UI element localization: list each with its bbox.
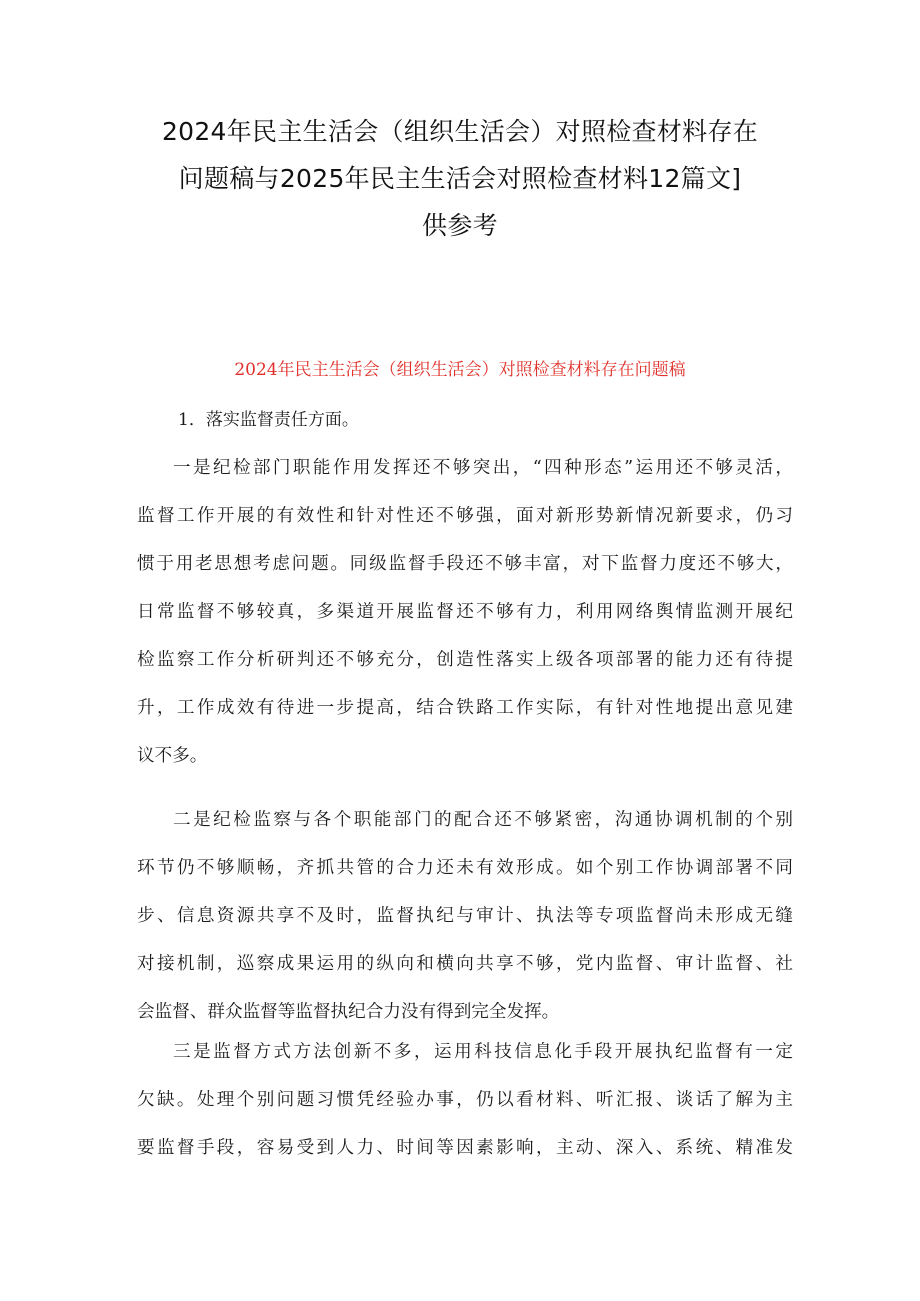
paragraph-line: 会监督、群众监督等监督执纪合力没有得到完全发挥。 xyxy=(137,1002,560,1022)
title-line-2: 问题稿与2025年民主生活会对照检查材料12篇文] xyxy=(178,164,742,193)
paragraph-line: 检监察工作分析研判还不够充分，创造性落实上级各项部署的能力还有待提 xyxy=(137,650,793,670)
section-heading: 2024年民主生活会（组织生活会）对照检查材料存在问题稿 xyxy=(234,360,686,380)
paragraph-line: 议不多。 xyxy=(137,746,208,766)
paragraph-line: 三是监督方式方法创新不多，运用科技信息化手段开展执纪监督有一定 xyxy=(173,1042,793,1062)
title-line-3: 供参考 xyxy=(422,211,498,240)
paragraph-line: 惯于用老思想考虑问题。同级监督手段还不够丰富，对下监督力度还不够大， xyxy=(137,554,793,574)
item-heading: 1．落实监督责任方面。 xyxy=(178,410,359,430)
paragraph-3 xyxy=(137,1028,793,1172)
paragraph-line: 升，工作成效有待进一步提高，结合铁路工作实际，有针对性地提出意见建 xyxy=(137,698,793,718)
paragraph-2 xyxy=(137,796,793,1036)
title-line-1: 2024年民主生活会（组织生活会）对照检查材料存在 xyxy=(161,117,759,146)
paragraph-line: 一是纪检部门职能作用发挥还不够突出，“四种形态”运用还不够灵活， xyxy=(173,458,793,478)
paragraph-line: 步、信息资源共享不及时，监督执纪与审计、执法等专项监督尚未形成无缝 xyxy=(137,906,793,926)
document-title xyxy=(120,108,800,249)
paragraph-line: 环节仍不够顺畅，齐抓共管的合力还未有效形成。如个别工作协调部署不同 xyxy=(137,858,793,878)
paragraph-line: 二是纪检监察与各个职能部门的配合还不够紧密，沟通协调机制的个别 xyxy=(173,810,793,830)
paragraph-line: 对接机制，巡察成果运用的纵向和横向共享不够，党内监督、审计监督、社 xyxy=(137,954,793,974)
paragraph-line: 日常监督不够较真，多渠道开展监督还不够有力，利用网络舆情监测开展纪 xyxy=(137,602,793,622)
paragraph-line: 监督工作开展的有效性和针对性还不够强，面对新形势新情况新要求，仍习 xyxy=(137,506,793,526)
paragraph-line: 要监督手段，容易受到人力、时间等因素影响，主动、深入、系统、精准发 xyxy=(137,1138,793,1158)
paragraph-1 xyxy=(137,444,793,780)
paragraph-line: 欠缺。处理个别问题习惯凭经验办事，仍以看材料、听汇报、谈话了解为主 xyxy=(137,1090,793,1110)
